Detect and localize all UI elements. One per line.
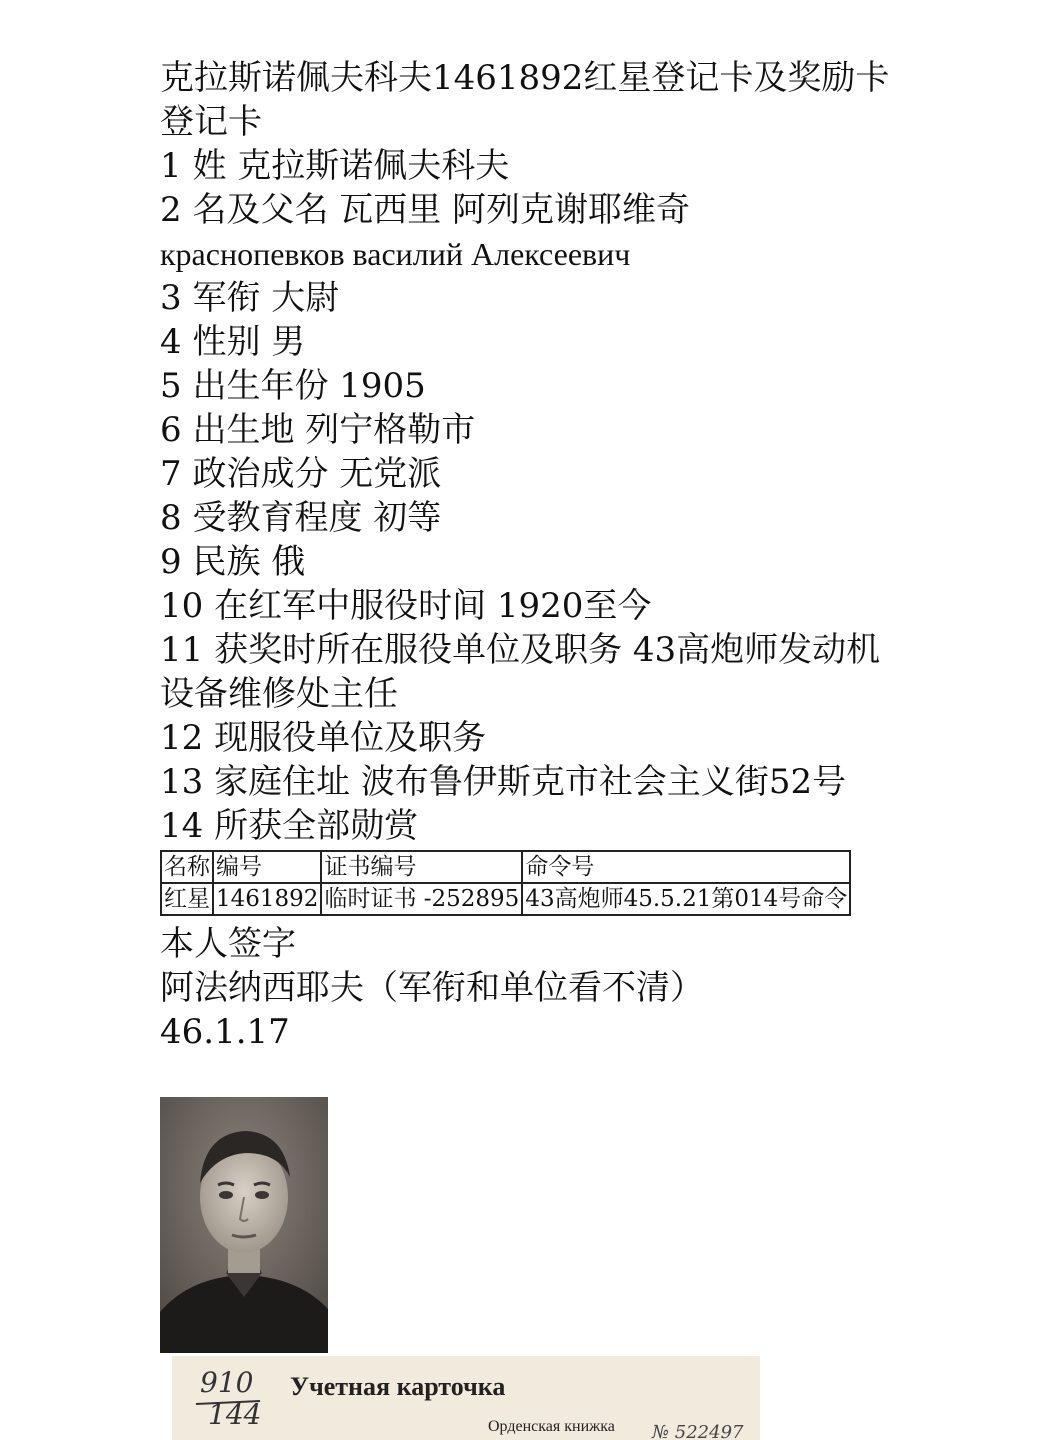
field-all-awards: 14 所获全部勋赏 bbox=[160, 806, 419, 846]
scan-card-title: Учетная карточка bbox=[290, 1372, 506, 1401]
field-name-patronymic: 2 名及父名 瓦西里 阿列克谢耶维奇 bbox=[160, 190, 691, 230]
table-cell: 1461892 bbox=[213, 883, 321, 915]
field-birth-year: 5 出生年份 1905 bbox=[160, 366, 426, 406]
awards-table bbox=[160, 850, 851, 916]
field-education: 8 受教育程度 初等 bbox=[160, 498, 442, 538]
table-row bbox=[161, 883, 850, 915]
table-header-cell: 名称 bbox=[161, 851, 213, 883]
signature-date: 46.1.17 bbox=[160, 1012, 290, 1052]
field-home-address: 13 家庭住址 波布鲁伊斯克市社会主义街52号 bbox=[160, 762, 847, 802]
signatory: 阿法纳西耶夫（军衔和单位看不清） bbox=[160, 968, 704, 1008]
registration-card-scan bbox=[172, 1356, 760, 1440]
field-sex: 4 性别 男 bbox=[160, 322, 306, 362]
field-unit-at-award: 11 获奖时所在服役单位及职务 43高炮师发动机设备维修处主任 bbox=[160, 630, 881, 714]
table-cell: 43高炮师45.5.21第014号命令 bbox=[522, 883, 850, 915]
field-service-period: 10 在红军中服役时间 1920至今 bbox=[160, 586, 652, 626]
field-name-russian: красноп​евков василий Алексеевич bbox=[160, 236, 631, 272]
table-cell: 临时证书 -252895 bbox=[321, 883, 522, 915]
scan-order-book-label: Орденская книжка bbox=[488, 1418, 615, 1435]
field-birthplace: 6 出生地 列宁格勒市 bbox=[160, 410, 476, 450]
handwritten-number-top: 910 bbox=[200, 1366, 254, 1399]
handwritten-number-bottom: 144 bbox=[208, 1398, 262, 1431]
document-title: 克拉斯诺佩夫科夫1461892红星登记卡及奖励卡 bbox=[160, 58, 890, 98]
field-political-status: 7 政治成分 无党派 bbox=[160, 454, 442, 494]
scan-order-book-number: № 522497 bbox=[652, 1422, 744, 1440]
section-heading: 登记卡 bbox=[160, 102, 262, 142]
table-header-cell: 证书编号 bbox=[321, 851, 522, 883]
field-surname: 1 姓 克拉斯诺佩夫科夫 bbox=[160, 146, 510, 186]
table-header-cell: 编号 bbox=[213, 851, 321, 883]
field-current-unit: 12 现服役单位及职务 bbox=[160, 718, 487, 758]
field-ethnicity: 9 民族 俄 bbox=[160, 542, 306, 582]
signature-label: 本人签字 bbox=[160, 924, 296, 964]
document-body bbox=[160, 56, 900, 1054]
portrait-icon bbox=[160, 1097, 328, 1353]
table-cell: 红星 bbox=[161, 883, 213, 915]
table-header-cell: 命令号 bbox=[522, 851, 850, 883]
field-rank: 3 军衔 大尉 bbox=[160, 278, 340, 318]
portrait-photo bbox=[160, 1097, 328, 1353]
table-header-row bbox=[161, 851, 850, 883]
